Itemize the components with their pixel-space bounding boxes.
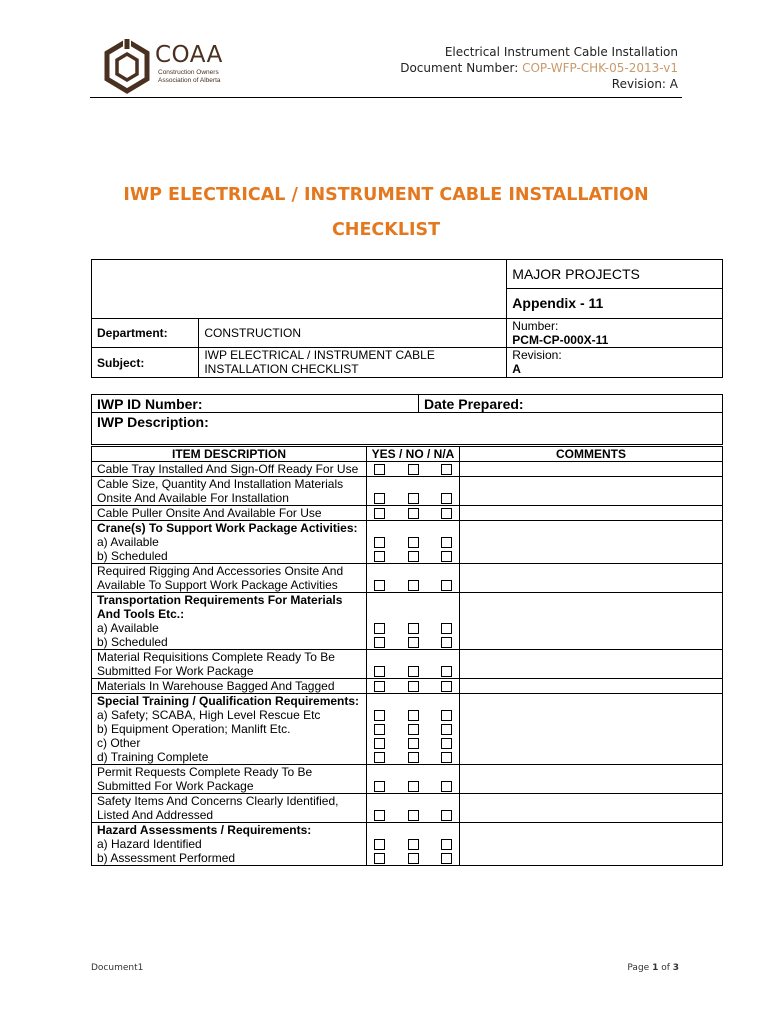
checklist-item-description (92, 679, 367, 694)
checklist-item-description (92, 521, 367, 564)
yes-checkbox[interactable] (374, 781, 385, 792)
page-of: of (658, 963, 673, 973)
checklist-yes-no-na (367, 823, 460, 866)
checkbox-group (374, 808, 452, 822)
na-checkbox[interactable] (441, 738, 452, 749)
no-checkbox[interactable] (408, 537, 419, 548)
checklist-item-text: a) Hazard Identified (97, 837, 202, 851)
na-checkbox[interactable] (441, 853, 452, 864)
comments-cell[interactable] (460, 823, 723, 866)
checklist-item-description (92, 593, 367, 650)
comments-cell[interactable] (460, 794, 723, 823)
revision-value: A (512, 362, 521, 376)
no-checkbox[interactable] (408, 666, 419, 677)
logo-subtitle (158, 69, 221, 85)
comments-cell[interactable] (460, 694, 723, 765)
checklist-item-heading: Special Training / Qualification Requirements: (97, 694, 360, 708)
checklist-yes-no-na (367, 794, 460, 823)
no-checkbox[interactable] (408, 710, 419, 721)
no-checkbox[interactable] (408, 580, 419, 591)
checklist-item-text: Safety Items And Concerns Clearly Identified, Listed And Addressed (97, 794, 339, 822)
checkbox-group (374, 722, 452, 736)
iwp-id-field[interactable]: IWP ID Number: (92, 395, 419, 413)
checklist-item-text: a) Available (97, 535, 159, 549)
department-label: Department: (92, 319, 199, 348)
checklist-item-text: Cable Puller Onsite And Available For Use (97, 506, 322, 520)
checklist-item-description (92, 564, 367, 593)
checkbox-group (374, 635, 452, 649)
no-checkbox[interactable] (408, 508, 419, 519)
checkbox-group (374, 621, 452, 635)
yes-checkbox[interactable] (374, 738, 385, 749)
no-checkbox[interactable] (408, 623, 419, 634)
checklist-item-description (92, 765, 367, 794)
subject-value: IWP ELECTRICAL / INSTRUMENT CABLE INSTALLATION CHECKLIST (199, 348, 507, 378)
yes-checkbox[interactable] (374, 464, 385, 475)
number-value: PCM-CP-000X-11 (512, 333, 609, 347)
na-checkbox[interactable] (441, 508, 452, 519)
yes-checkbox[interactable] (374, 508, 385, 519)
checklist-item-text: Permit Requests Complete Ready To Be Submitted For Work Package (97, 765, 313, 793)
no-checkbox[interactable] (408, 839, 419, 850)
comments-cell[interactable] (460, 564, 723, 593)
checklist-row (92, 694, 723, 765)
comments-cell[interactable] (460, 477, 723, 506)
yes-checkbox[interactable] (374, 681, 385, 692)
number-label: Number: (512, 319, 559, 333)
yes-checkbox[interactable] (374, 666, 385, 677)
checklist-row (92, 521, 723, 564)
checklist-yes-no-na (367, 564, 460, 593)
checklist-yes-no-na (367, 506, 460, 521)
checklist-item-description (92, 694, 367, 765)
yes-checkbox[interactable] (374, 580, 385, 591)
document-info-table (91, 259, 723, 378)
checklist-table (91, 446, 723, 866)
checkbox-group (374, 535, 452, 549)
checkbox-group (374, 736, 452, 750)
na-checkbox[interactable] (441, 551, 452, 562)
checklist-item-text: a) Safety; SCABA, High Level Rescue Etc (97, 708, 321, 722)
hexagon-logo-icon (103, 38, 151, 94)
checklist-row (92, 823, 723, 866)
department-value: CONSTRUCTION (199, 319, 507, 348)
checklist-row (92, 477, 723, 506)
no-checkbox[interactable] (408, 493, 419, 504)
no-checkbox[interactable] (408, 752, 419, 763)
revision-label: Revision: (512, 348, 562, 362)
checkbox-group (374, 750, 452, 764)
document-number-value: COP-WFP-CHK-05-2013-v1 (522, 61, 678, 75)
iwp-description-field[interactable]: IWP Description: (92, 413, 723, 445)
coaa-logo (103, 38, 233, 94)
na-checkbox[interactable] (441, 580, 452, 591)
checklist-item-description (92, 462, 367, 477)
checklist-row (92, 593, 723, 650)
checkbox-group (374, 491, 452, 505)
checkbox-group (374, 549, 452, 563)
page-total: 3 (672, 963, 679, 973)
checklist-yes-no-na (367, 593, 460, 650)
checklist-item-description (92, 794, 367, 823)
na-checkbox[interactable] (441, 493, 452, 504)
yes-checkbox[interactable] (374, 752, 385, 763)
na-checkbox[interactable] (441, 623, 452, 634)
checklist-item-text: b) Equipment Operation; Manlift Etc. (97, 722, 291, 736)
checklist-row (92, 650, 723, 679)
checklist-item-text: a) Available (97, 621, 159, 635)
checklist-row (92, 679, 723, 694)
checklist-item-description (92, 650, 367, 679)
yes-checkbox[interactable] (374, 637, 385, 648)
no-checkbox[interactable] (408, 738, 419, 749)
footer-document-name: Document1 (91, 963, 144, 973)
checkbox-group (374, 664, 452, 678)
na-checkbox[interactable] (441, 810, 452, 821)
no-checkbox[interactable] (408, 810, 419, 821)
checklist-yes-no-na (367, 521, 460, 564)
na-checkbox[interactable] (441, 681, 452, 692)
checklist-item-heading: Hazard Assessments / Requirements: (97, 823, 312, 837)
checklist-row (92, 765, 723, 794)
no-checkbox[interactable] (408, 681, 419, 692)
checklist-row (92, 462, 723, 477)
yes-checkbox[interactable] (374, 623, 385, 634)
checklist-item-text: b) Scheduled (97, 549, 168, 563)
checkbox-group (374, 506, 452, 520)
checkbox-group (374, 779, 452, 793)
checklist-yes-no-na (367, 765, 460, 794)
na-checkbox[interactable] (441, 724, 452, 735)
comments-cell[interactable] (460, 462, 723, 477)
checklist-yes-no-na (367, 650, 460, 679)
subject-label: Subject: (92, 348, 199, 378)
checklist-item-text: Required Rigging And Accessories Onsite And Available To Support Work Package Activities (97, 564, 344, 592)
checklist-item-description (92, 506, 367, 521)
comments-cell[interactable] (460, 650, 723, 679)
yes-checkbox[interactable] (374, 853, 385, 864)
no-checkbox[interactable] (408, 551, 419, 562)
na-checkbox[interactable] (441, 464, 452, 475)
comments-cell[interactable] (460, 593, 723, 650)
yes-checkbox[interactable] (374, 839, 385, 850)
no-checkbox[interactable] (408, 781, 419, 792)
checklist-item-description (92, 823, 367, 866)
no-checkbox[interactable] (408, 724, 419, 735)
checkbox-group (374, 851, 452, 865)
na-checkbox[interactable] (441, 637, 452, 648)
no-checkbox[interactable] (408, 464, 419, 475)
checklist-item-text: Materials In Warehouse Bagged And Tagged (97, 679, 335, 693)
checklist-yes-no-na (367, 462, 460, 477)
yes-checkbox[interactable] (374, 493, 385, 504)
checkbox-group (374, 578, 452, 592)
comments-cell[interactable] (460, 765, 723, 794)
document-number (400, 60, 678, 76)
comments-cell[interactable] (460, 521, 723, 564)
date-prepared-field[interactable]: Date Prepared: (419, 395, 723, 413)
yes-checkbox[interactable] (374, 537, 385, 548)
checklist-row (92, 564, 723, 593)
checklist-item-text: b) Scheduled (97, 635, 168, 649)
page-current: 1 (652, 963, 659, 973)
yes-checkbox[interactable] (374, 710, 385, 721)
col-item-description: ITEM DESCRIPTION (92, 447, 367, 462)
footer-page-number (627, 963, 679, 973)
document-revision: Revision: A (611, 77, 678, 91)
iwp-info-table (91, 394, 723, 445)
checklist-yes-no-na (367, 694, 460, 765)
document-number-label: Document Number: (400, 61, 523, 75)
no-checkbox[interactable] (408, 637, 419, 648)
checklist-item-description (92, 477, 367, 506)
logo-name: COAA (155, 42, 223, 68)
checklist-item-text: Cable Tray Installed And Sign-Off Ready For Use (97, 462, 359, 476)
checklist-item-heading: Transportation Requirements For Materials And Tools Etc.: (97, 593, 343, 621)
na-checkbox[interactable] (441, 781, 452, 792)
major-projects: MAJOR PROJECTS (507, 260, 723, 289)
checklist-item-heading: Crane(s) To Support Work Package Activities: (97, 521, 358, 535)
page-title-line-1: IWP ELECTRICAL / INSTRUMENT CABLE INSTALLATION (123, 185, 649, 205)
checklist-item-text: Material Requisitions Complete Ready To Be Submitted For Work Package (97, 650, 335, 678)
page-title-line-2: CHECKLIST (331, 220, 441, 240)
col-yes-no-na: YES / NO / N/A (367, 447, 460, 462)
comments-cell[interactable] (460, 506, 723, 521)
na-checkbox[interactable] (441, 710, 452, 721)
appendix-label: Appendix - 11 (507, 289, 723, 319)
header-divider (90, 97, 682, 98)
checklist-yes-no-na (367, 679, 460, 694)
yes-checkbox[interactable] (374, 551, 385, 562)
checkbox-group (374, 708, 452, 722)
na-checkbox[interactable] (441, 839, 452, 850)
checklist-item-text: Cable Size, Quantity And Installation Materials Onsite And Available For Installation (97, 477, 344, 505)
revision-cell (507, 348, 723, 378)
page-title (90, 178, 682, 248)
page-label: Page (627, 963, 653, 973)
yes-checkbox[interactable] (374, 810, 385, 821)
na-checkbox[interactable] (441, 537, 452, 548)
checkbox-group (374, 462, 452, 476)
comments-cell[interactable] (460, 679, 723, 694)
info-blank-cell (92, 260, 507, 319)
checklist-row (92, 506, 723, 521)
yes-checkbox[interactable] (374, 724, 385, 735)
checklist-item-text: d) Training Complete (97, 750, 209, 764)
checkbox-group (374, 679, 452, 693)
checkbox-group (374, 837, 452, 851)
col-comments: COMMENTS (460, 447, 723, 462)
checklist-item-text: c) Other (97, 736, 141, 750)
checklist-yes-no-na (367, 477, 460, 506)
document-title: Electrical Instrument Cable Installation (444, 45, 678, 59)
logo-subtitle-line-1: Construction Owners (158, 69, 219, 76)
number-cell (507, 319, 723, 348)
na-checkbox[interactable] (441, 666, 452, 677)
na-checkbox[interactable] (441, 752, 452, 763)
checklist-row (92, 794, 723, 823)
document-meta (400, 44, 678, 92)
logo-subtitle-line-2: Association of Alberta (158, 77, 221, 84)
page-header (0, 0, 768, 100)
checklist-item-text: b) Assessment Performed (97, 851, 236, 865)
no-checkbox[interactable] (408, 853, 419, 864)
